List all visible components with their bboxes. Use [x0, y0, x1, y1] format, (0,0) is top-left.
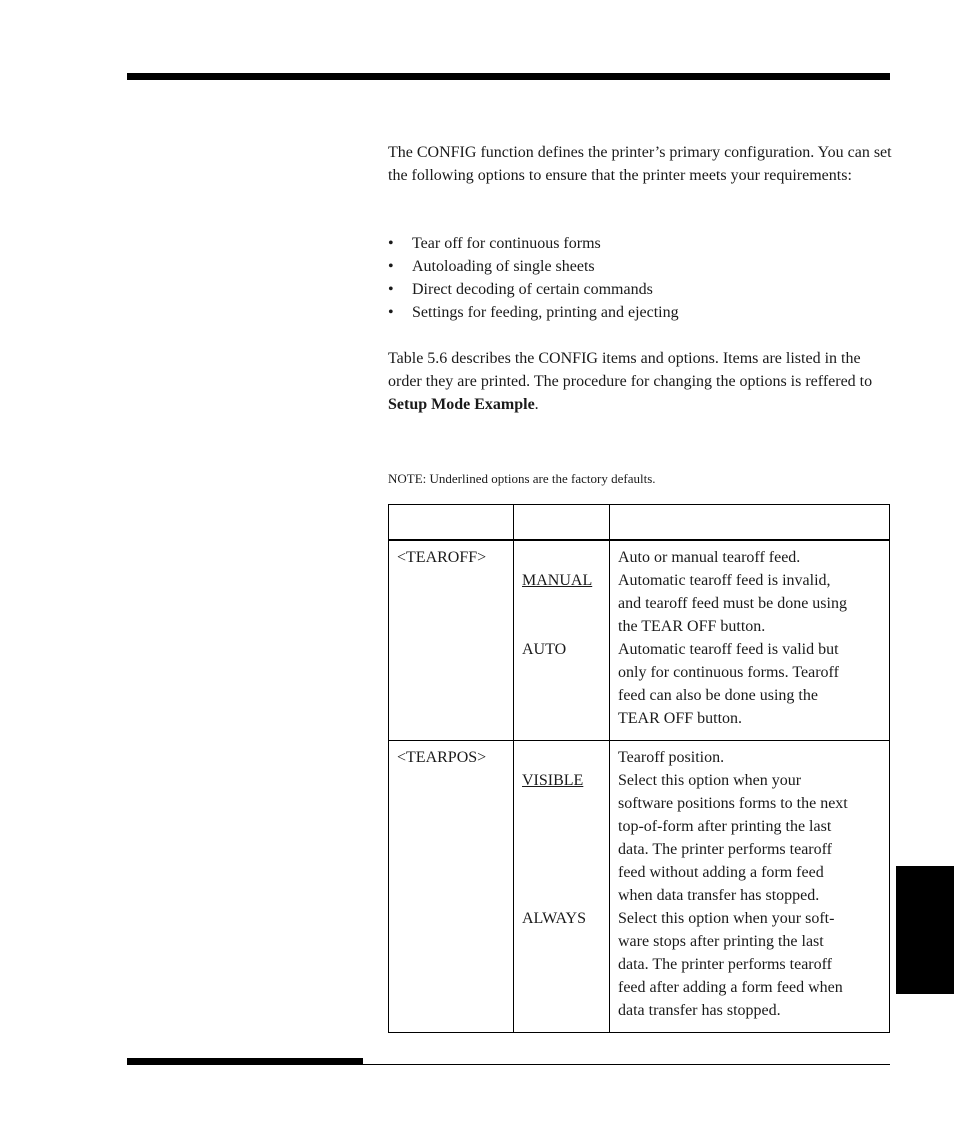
option-spacer — [522, 592, 601, 615]
option-spacer — [522, 746, 601, 769]
option-spacer — [522, 815, 601, 838]
list-item: • Direct decoding of certain commands — [388, 278, 888, 301]
table-description: Table 5.6 describes the CONFIG items and options. Items are listed in the order they are printed. The procedure for changing the options is reffered to Setup Mode Example. — [388, 350, 873, 413]
description-line: software positions forms to the next — [618, 795, 848, 812]
bullet-icon: • — [388, 304, 394, 321]
option-spacer — [522, 615, 601, 638]
description-line: Select this option when your — [618, 772, 802, 789]
defaults-note: NOTE: Underlined options are the factory defaults. — [388, 471, 656, 486]
option-spacer — [522, 684, 601, 707]
list-item: • Settings for feeding, printing and ejecting — [388, 301, 888, 324]
footer-rule-thin — [127, 1064, 890, 1065]
item-cell: <TEAROFF> — [389, 540, 514, 741]
table-header-row — [389, 505, 890, 541]
option-spacer — [522, 661, 601, 684]
description-line: data. The printer performs tearoff — [618, 956, 832, 973]
list-item: • Tear off for continuous forms — [388, 232, 888, 255]
option-spacer — [522, 999, 601, 1022]
description-line: Automatic tearoff feed is valid but — [618, 641, 839, 658]
description-line: data. The printer performs tearoff — [618, 841, 832, 858]
bullet-icon: • — [388, 258, 394, 275]
config-table — [388, 504, 890, 1033]
option-value: AUTO — [522, 641, 567, 658]
header-rule — [127, 73, 890, 80]
header-option — [514, 505, 610, 541]
description-line: feed without adding a form feed — [618, 864, 824, 881]
description-line: ware stops after printing the last — [618, 933, 824, 950]
description-cell — [610, 540, 890, 741]
header-item — [389, 505, 514, 541]
intro-paragraph: The CONFIG function defines the printer’s primary configuration. You can set the following options to ensure that the printer meets your requirements: — [388, 144, 892, 184]
header-description — [610, 505, 890, 541]
bullet-icon: • — [388, 281, 394, 298]
description-line: feed can also be done using the — [618, 687, 818, 704]
option-spacer — [522, 546, 601, 569]
description-line: Automatic tearoff feed is invalid, — [618, 572, 831, 589]
description-line: TEAR OFF button. — [618, 710, 743, 727]
description-line: data transfer has stopped. — [618, 1002, 781, 1019]
description-line: Tearoff position. — [618, 749, 725, 766]
option-value: MANUAL — [522, 572, 593, 589]
option-value: VISIBLE — [522, 772, 584, 789]
option-spacer — [522, 792, 601, 815]
chapter-tab — [896, 866, 954, 994]
option-spacer — [522, 976, 601, 999]
description-line: only for continuous forms. Tearoff — [618, 664, 839, 681]
option-spacer — [522, 953, 601, 976]
option-spacer — [522, 838, 601, 861]
option-spacer — [522, 861, 601, 884]
table-row — [389, 540, 890, 741]
description-cell — [610, 741, 890, 1033]
option-cell — [514, 540, 610, 741]
description-line: Select this option when your soft- — [618, 910, 835, 927]
feature-list — [388, 232, 888, 324]
option-spacer — [522, 707, 601, 730]
bullet-icon: • — [388, 235, 394, 252]
description-line: and tearoff feed must be done using — [618, 595, 847, 612]
option-value: ALWAYS — [522, 910, 587, 927]
description-line: top-of-form after printing the last — [618, 818, 832, 835]
setup-mode-example-reference: Setup Mode Example — [388, 396, 535, 413]
option-spacer — [522, 884, 601, 907]
option-cell — [514, 741, 610, 1033]
list-item: • Autoloading of single sheets — [388, 255, 888, 278]
item-cell: <TEARPOS> — [389, 741, 514, 1033]
description-line: feed after adding a form feed when — [618, 979, 843, 996]
description-line: Auto or manual tearoff feed. — [618, 549, 801, 566]
description-line: when data transfer has stopped. — [618, 887, 820, 904]
description-line: the TEAR OFF button. — [618, 618, 766, 635]
table-row — [389, 741, 890, 1033]
option-spacer — [522, 930, 601, 953]
